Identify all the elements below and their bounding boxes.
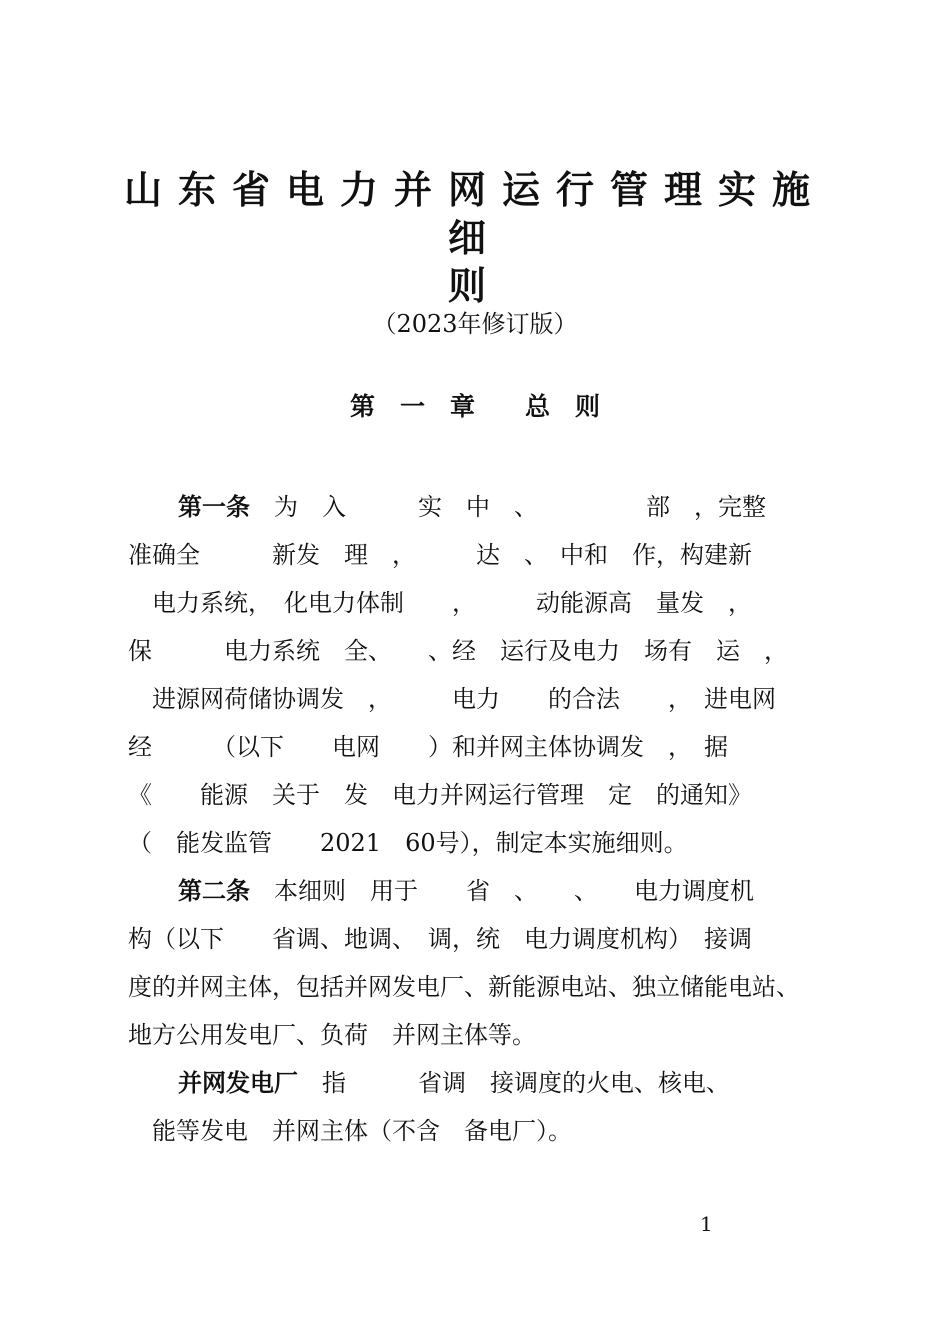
article-2-line-2: 构（以下 省调、地调、 调，统 电力调度机构） 接调 bbox=[128, 925, 752, 953]
article-1-line-1: 第一条 为 入 实 中 、 部 ，完整 bbox=[178, 492, 766, 521]
article-2-line-4: 地方公用发电厂、负荷 并网主体等。 bbox=[128, 1021, 536, 1049]
article-1-line-8: （ 能发监管 2021 60号），制定本实施细则。 bbox=[128, 829, 688, 857]
definition-label: 并网发电厂 bbox=[178, 1068, 298, 1097]
article-1-line-2: 准确全 新发 理 ， 达 、 中和 作，构建新 bbox=[128, 541, 752, 569]
article-1-line-3: 电力系统， 化电力体制 ， 动能源高 量发 ， bbox=[128, 589, 752, 617]
title-line-2: 则 bbox=[447, 263, 502, 308]
chapter-heading: 第 一 章 总 则 bbox=[349, 392, 600, 421]
article-1-line-5: 进源网荷储协调发 ， 电力 的合法 ， 进电网 bbox=[128, 685, 776, 713]
article-2-label: 第二条 bbox=[178, 876, 250, 905]
article-1-line-7: 《 能源 关于 发 电力并网运行管理 定 的通知》 bbox=[128, 781, 752, 809]
article-1-line-6: 经 （以下 电网 ）和并网主体协调发 ， 据 bbox=[128, 733, 728, 761]
article-1-label: 第一条 bbox=[178, 492, 250, 521]
article-2-line-1: 第二条 本细则 用于 省 、 、 电力调度机 bbox=[178, 876, 754, 905]
page-number: 1 bbox=[700, 1212, 713, 1236]
document-title bbox=[120, 166, 830, 310]
document-subtitle: （2023年修订版） bbox=[372, 310, 578, 338]
definition-line-1: 并网发电厂 指 省调 接调度的火电、核电、 bbox=[178, 1068, 730, 1097]
article-2-line-3: 度的并网主体，包括并网发电厂、新能源电站、独立储能电站、 bbox=[128, 973, 800, 1001]
title-line-1: 山东省电力并网运行管理实施细 bbox=[123, 167, 826, 260]
article-1-line-4: 保 电力系统 全、 、经 运行及电力 场有 运 ， bbox=[128, 637, 788, 665]
definition-line-2: 能等发电 并网主体（不含 备电厂）。 bbox=[128, 1117, 572, 1145]
